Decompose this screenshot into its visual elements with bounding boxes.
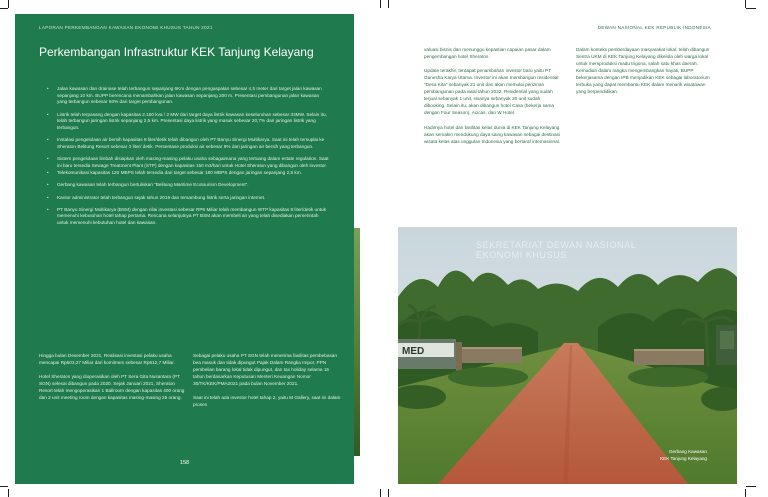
body-column: Hingga bulan Desember 2021, Realisasi investasi pelaku usaha mencapai Rp503,27 Miliar dari komitmen sebesar Rp512,7 Miliar. Hotel Sheraton yang dioperasikan oleh PT Sera Gita Nusantara (PT SGN) selesai dibangun pada 2020. Sejak Januari 2021, Sheraton Resort telah mengoperasikan 1 Ballroom dengan kapasitas 400 orang dan 2 unit meeting room dengan kapasitas masing-masing 25 orang. (39, 353, 185, 401)
page-title: Perkembangan Infrastruktur KEK Tanjung Kelayang (39, 45, 314, 59)
bullet-item: • Listrik telah terpasang dengan kapasitas 2.160 kva / 2 MW dari target daya listrik kawasan keseluruhan sebesar 33MW. Selain itu, telah terbangun jaringan listrik sepanjang 2,5 km. Presentasi daya listrik yang masuk sebesar 20,7% dari jaringan listrik yang terbangun. (39, 112, 329, 132)
left-page (15, 14, 354, 484)
bullet-item: • Kantor administrator telah terbangun sejak tahun 2019 dan tersambung listrik serta jaringan internet. (39, 195, 329, 202)
gate-sign-text: MED (402, 346, 425, 357)
body-column: valuasi bisnis dan menunggu kepastian capaian pasar dalam pengembangan hotel Sheraton. Update terakhir, terdapat penambahan investor baru yaitu PT Ganesha Karya Utama. Investor ini akan membangun residential “Desa Kita” sebanyak 21 unit dan akan memulai perizinan pembangunan pada awal tahun 2022. Residential yang sudah terjual sebanyak 1 unit, sisanya sebanyak 20 unit sudah dibooking. Selain itu, akan dibangun hotel Casa (bekerja sama dengan Four Season), Acicas, dan W Hotel. Hadirnya hotel dan fasilitas kelas dunia di KEK Tanjung Kelayang akan semakin mendukung daya saing kawasan sebagai destinasi wisata kelas atas unggulan Indonesia yang bertaraf internasional. (424, 47, 561, 144)
photo-watermark: SEKRETARIAT DEWAN NASIONAL EKONOMI KHUSUS (476, 240, 637, 260)
photo-caption: Gerbang Kawasan KEK Tanjung Kelayang (660, 449, 707, 461)
bullet-item: • Telekomunikasi kapasitas 120 MBPS telah tersedia dari target sebesar 180 MBPS dengan jaringan sepanjang 2,5 km. (39, 170, 329, 177)
bullet-item: • PT Banyu Sinergi Multikarya (BSM) dengan nilai investasi sebesar RP6 Miliar telah membangun WTP kapasitas 8 liter/detik untuk memenuhi kebutuhan hotel tahap pertama. Rencana selanjutnya PT BSM akan membeli air yang telah disediakan pemerintah untuk memenuhi kebutuhan hotel dan kawasan. (39, 207, 329, 227)
crop-mark (8, 489, 9, 497)
body-column: Dalam konteks pemberdayaan masyarakat lokal, telah dibangun Sentra UKM di KEK Tanjung Kelayang dikelola oleh warga lokal untuk memproduksi madu trigona, salah satu khas daerah. Kemudian dalam rangka mengembangkan hayati, BUPP bekerjasama dengan IPB menjadikan KEK sebagai laboratorium terbuka yang dapat membantu KEK dalam menarik wisatawan yang berpendidikan. (576, 47, 710, 95)
crop-mark (745, 0, 746, 8)
running-head: DEWAN NASIONAL KEK REPUBLIK INDONESIA (597, 25, 711, 30)
crop-mark (0, 8, 8, 9)
crop-mark (388, 0, 389, 8)
running-head: LAPORAN PERKEMBANGAN KAWASAN EKONOMI KHUSUS TAHUN 2021 (39, 25, 213, 30)
gate-road-photo (398, 227, 737, 484)
bullet-item: • Instalasi pengelolaan air bersih kapasitas 8 liter/detik telah dibangun oleh PT Banyu Sinergi Multikarya. Saat ini telah tersuplai ke Sheraton Belitung Resort sebesar 3 liter/ detik. Persentase produksi air sebesar 9% dari jaringan air bersih yang terbangun. (39, 137, 329, 150)
right-page (398, 14, 737, 484)
crop-mark (8, 0, 9, 8)
page-number: 158 (179, 460, 190, 466)
photo-bleed-strip (354, 228, 360, 456)
crop-mark (380, 0, 381, 8)
bullet-item: • Jalan kawasan dan drainase telah terbangun sepanjang 6Km dengan pengaspalan sebesar 4,5 meter dari target jalan kawasan sepanjang 10 km. BUPP berencana menambahkan jalan kawasan sepanjang 200 m. Presentasi pembangunan jalan kawasan yang terbangun sebesar 60% dari target pembangunan. (39, 86, 329, 106)
crop-mark (746, 8, 756, 9)
crop-mark (745, 489, 746, 497)
crop-mark (746, 486, 756, 487)
bullet-item: • Gerbang kawasan telah terbangun bertuliskan “Belitung Maritime Ecotourism Development”. (39, 182, 329, 189)
infrastructure-bullet-list (39, 86, 329, 232)
crop-mark (0, 486, 8, 487)
bullet-item: • Sistem pengelolaan limbah disiapkan oleh masing-masing pelaku usaha sebagaimana yang tertuang dalam estate regulation. Saat ini baru tersedia Sewage Treatment Plant (STP) dengan kapasitas 150 m3/hari untuk Hotel Sheraton yang dibangun oleh investor. (39, 156, 329, 169)
body-column: Sebagai pelaku usaha PT SGN telah menerima fasilitas pembebasan bea masuk dan tidak dipungut Pajak Dalam Rangka Impor, PPN pembelian barang lokal tidak dipungut, dan tax holiday selama 15 tahun berdasarkan Keputusan Menteri Keuangan Nomor 30/TK/KEK/PMA2021 pada bulan November 2021. Saat ini telah ada investor hotel tahap 2, yaitu M Gallery, saat ini dalam proses (193, 353, 341, 408)
crop-mark (380, 489, 381, 497)
crop-mark (388, 489, 389, 497)
